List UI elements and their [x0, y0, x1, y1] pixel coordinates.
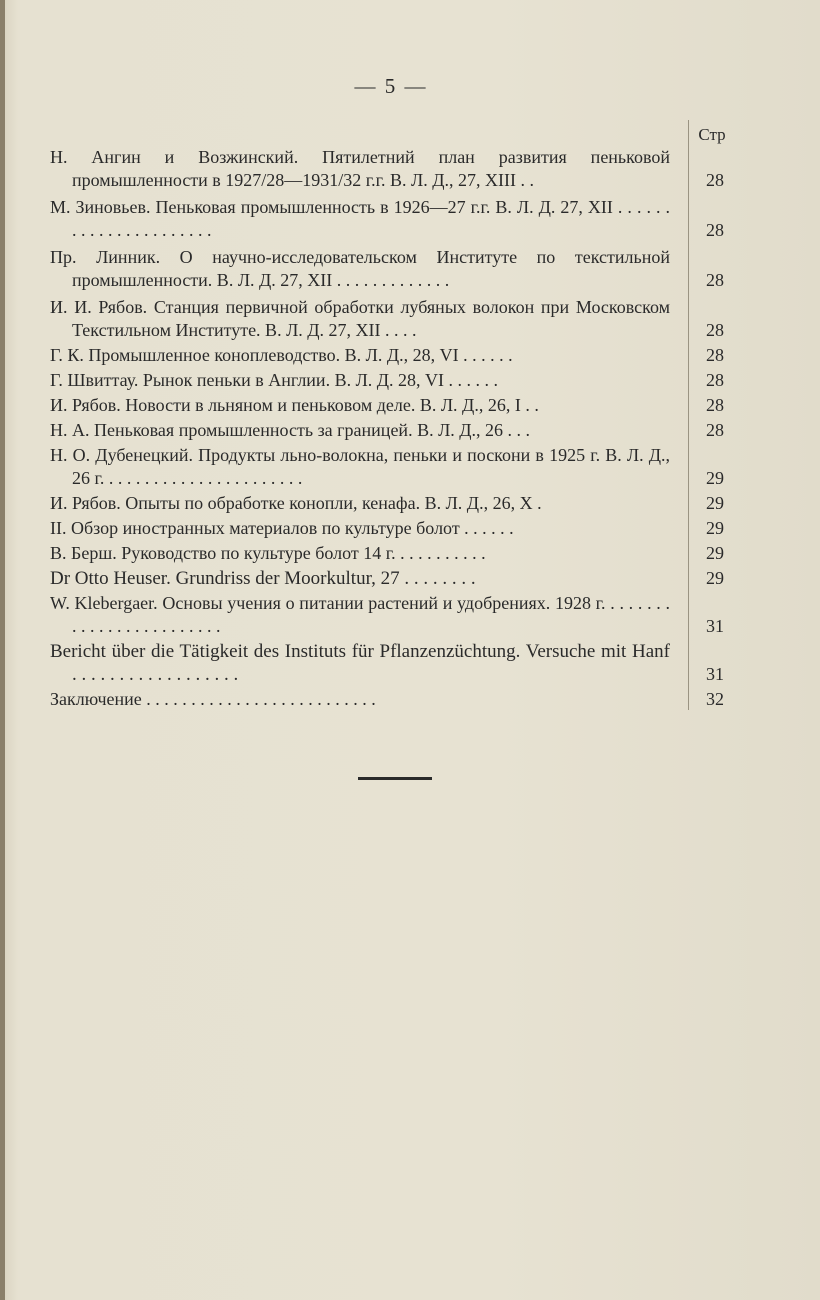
toc-entry-page: 31 [706, 616, 724, 636]
toc-entry [50, 394, 735, 417]
toc-entry-page: 32 [706, 689, 724, 709]
toc-entry-page: 28 [706, 220, 724, 240]
toc-entry-page: 28 [706, 320, 724, 340]
toc-entry-text: II. Обзор иностранных материалов по культуре болот . . . . . . [50, 518, 514, 538]
toc-entry-page: 29 [706, 543, 724, 563]
toc-entry-page: 29 [706, 568, 724, 588]
toc-entry-page: 28 [706, 420, 724, 440]
table-of-contents [50, 146, 735, 711]
toc-entry-text: Dr Otto Heuser. Grundriss der Moorkultur, 27 . . . . . . . . [50, 568, 476, 589]
toc-entry-text: Г. К. Промышленное коноплеводство. В. Л. Д., 28, VI . . . . . . [50, 345, 513, 365]
toc-entry-text: Bericht über die Tätigkeit des Instituts für Pflanzenzüchtung. Versuche mit Hanf . . . . . . . . . . . . . . . . . . [50, 641, 670, 685]
toc-entry-text: М. Зиновьев. Пеньковая промышленность в 1926—27 г.г. В. Л. Д. 27, XII . . . . . . . . . . . . . . . . . . . . . . [50, 197, 670, 240]
toc-entry-page: 28 [706, 270, 724, 290]
toc-entry [50, 146, 735, 192]
toc-entry-page: 29 [706, 468, 724, 488]
toc-entry-page: 28 [706, 395, 724, 415]
toc-entry-text: Н. Ангин и Возжинский. Пятилетний план развития пеньковой промышленности в 1927/28—1931/32 г.г. В. Л. Д., 27, XIII . . [50, 147, 670, 190]
toc-entry-text: Г. Швиттау. Рынок пеньки в Англии. В. Л. Д. 28, VI . . . . . . [50, 370, 499, 390]
toc-entry-text: Н. О. Дубенецкий. Продукты льно-волокна, пеньки и поскони в 1925 г. В. Л. Д., 26 г. . . . . . . . . . . . . . . . . . . . . . . [50, 445, 670, 488]
toc-entry [50, 517, 735, 540]
toc-entry [50, 592, 735, 638]
toc-entry-text: Н. А. Пеньковая промышленность за границей. В. Л. Д., 26 . . . [50, 420, 531, 440]
end-rule [358, 777, 432, 780]
toc-entry-page: 28 [706, 170, 724, 190]
toc-entry-page: 29 [706, 493, 724, 513]
toc-entry [50, 444, 735, 490]
toc-entry [50, 369, 735, 392]
toc-entry-text: И. И. Рябов. Станция первичной обработки лубяных волокон при Московском Текстильном Институте. В. Л. Д. 27, XII . . . . [50, 297, 670, 340]
toc-entry-text: Пр. Линник. О научно-исследовательском Институте по текстильной промышленности. В. Л. Д. 27, XII . . . . . . . . . . . . . [50, 247, 670, 290]
page-number: — 5 — [354, 74, 428, 98]
toc-entry [50, 296, 735, 342]
toc-entry-text: Заключение . . . . . . . . . . . . . . . . . . . . . . . . . . [50, 689, 376, 709]
toc-entry-text: И. Рябов. Новости в льняном и пеньковом деле. В. Л. Д., 26, I . . [50, 395, 539, 415]
toc-entry-page: 28 [706, 345, 724, 365]
toc-entry [50, 567, 735, 590]
toc-entry-page: 29 [706, 518, 724, 538]
toc-entry [50, 344, 735, 367]
toc-entry [50, 492, 735, 515]
toc-entry-page: 31 [706, 664, 724, 684]
toc-entry-text: W. Klebergaer. Основы учения о питании растений и удобрениях. 1928 г. . . . . . . . . . . . . . . . . . . . . . . . . [50, 593, 670, 636]
toc-entry-page: 28 [706, 370, 724, 390]
page-column-header: Стр [698, 125, 726, 144]
toc-entry [50, 688, 735, 711]
toc-entry [50, 640, 735, 686]
toc-entry [50, 246, 735, 292]
toc-entry [50, 542, 735, 565]
toc-entry-text: В. Берш. Руководство по культуре болот 14 г. . . . . . . . . . . [50, 543, 486, 563]
page-edge [0, 0, 5, 1300]
toc-entry-text: И. Рябов. Опыты по обработке конопли, кенафа. В. Л. Д., 26, Х . [50, 493, 542, 513]
toc-entry [50, 419, 735, 442]
toc-entry [50, 196, 735, 242]
